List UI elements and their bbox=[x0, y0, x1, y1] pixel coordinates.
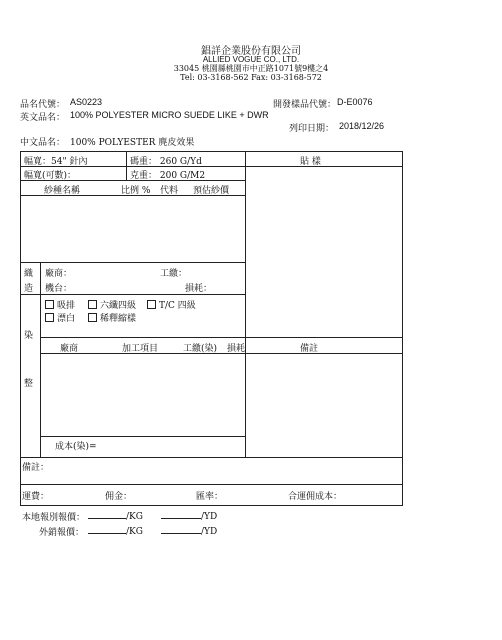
local-price-yd[interactable] bbox=[161, 509, 217, 522]
dyeing-side-label-2: 整 bbox=[24, 379, 34, 389]
remarks-label: 備註： bbox=[22, 463, 50, 473]
dye-header-vendor: 廠商 bbox=[60, 344, 79, 354]
checkbox-label: 六纖四級 bbox=[100, 301, 137, 311]
blank-line bbox=[88, 509, 126, 519]
cn-name-label: 中文品名： bbox=[20, 138, 66, 148]
unit-label: /YD bbox=[201, 527, 218, 537]
dye-header-remark: 備註 bbox=[300, 344, 319, 354]
spec-form bbox=[20, 151, 403, 506]
dyeing-side-label: 染 bbox=[24, 331, 34, 341]
width-field: 幅寬：54" 針內 bbox=[24, 157, 88, 167]
print-date: 2018/12/26 bbox=[339, 121, 385, 131]
company-name-en: ALLIED VOGUE CO., LTD. bbox=[202, 55, 300, 64]
checkbox-tc[interactable] bbox=[147, 298, 196, 311]
export-price-label: 外銷報價： bbox=[39, 528, 85, 538]
weaving-mill-label: 廠商： bbox=[45, 269, 73, 279]
checkbox-bleach[interactable] bbox=[45, 311, 75, 324]
yarn-header-name: 紗種名稱 bbox=[44, 186, 81, 196]
dev-code-label: 開發樣品代號： bbox=[273, 100, 337, 110]
checkbox-box[interactable] bbox=[147, 300, 156, 309]
exchange-rate-label: 匯率： bbox=[196, 492, 224, 502]
dye-header-labor: 工繳(染) bbox=[183, 344, 218, 354]
checkbox-box[interactable] bbox=[45, 313, 54, 322]
yarn-header-substitute: 代料 bbox=[160, 186, 179, 196]
weaving-side-label-2: 造 bbox=[24, 284, 34, 294]
freight-label: 運費： bbox=[22, 492, 50, 502]
checkbox-wicking[interactable] bbox=[45, 298, 75, 311]
checkbox-box[interactable] bbox=[88, 300, 97, 309]
export-price-kg[interactable] bbox=[88, 524, 143, 537]
checkbox-box[interactable] bbox=[45, 300, 54, 309]
unit-label: /KG bbox=[126, 512, 143, 522]
yarn-header-price: 預估紗價 bbox=[193, 186, 230, 196]
checkbox-dilute[interactable] bbox=[88, 311, 136, 324]
dye-header-loss: 損耗 bbox=[227, 344, 246, 354]
dye-cost-label: 成本(染)= bbox=[55, 442, 97, 452]
dev-code: D-E0076 bbox=[337, 97, 373, 107]
weight-yd-field: 碼重： 260 G/Yd bbox=[130, 157, 202, 167]
company-contact: Tel: 03-3168-562 Fax: 03-3168-572 bbox=[180, 73, 322, 82]
weaving-side-label: 織 bbox=[24, 269, 34, 279]
blank-line bbox=[161, 524, 201, 534]
checkbox-six-fiber[interactable] bbox=[88, 298, 136, 311]
weaving-machine-label: 機台： bbox=[45, 284, 73, 294]
commission-label: 佣金： bbox=[105, 492, 133, 502]
checkbox-label: 吸排 bbox=[57, 301, 76, 311]
local-price-kg[interactable] bbox=[88, 509, 143, 522]
unit-label: /YD bbox=[201, 512, 218, 522]
checkbox-label: T/C 四級 bbox=[159, 301, 196, 311]
print-date-label: 列印日期： bbox=[289, 124, 335, 134]
total-cost-label: 合運佣成本： bbox=[288, 492, 343, 502]
product-code-label: 品名代號： bbox=[20, 100, 66, 110]
en-name: 100% POLYESTER MICRO SUEDE LIKE + DWR bbox=[70, 110, 269, 120]
company-name: 錩詳企業股份有限公司 bbox=[201, 46, 301, 57]
blank-line bbox=[161, 509, 201, 519]
weaving-labor-label: 工繳： bbox=[160, 269, 188, 279]
weight-m2-field: 克重： 200 G/M2 bbox=[130, 171, 206, 181]
dye-header-process: 加工項目 bbox=[122, 344, 159, 354]
yarn-header-ratio: 比例 % bbox=[121, 186, 151, 196]
product-code: AS0223 bbox=[70, 97, 103, 107]
checkbox-label: 漂白 bbox=[57, 314, 76, 324]
checkbox-box[interactable] bbox=[88, 313, 97, 322]
swatch-label: 貼 樣 bbox=[300, 157, 321, 167]
weaving-loss-label: 損耗： bbox=[185, 284, 213, 294]
local-price-label: 本地報別報價： bbox=[22, 513, 86, 523]
blank-line bbox=[88, 524, 126, 534]
unit-label: /KG bbox=[126, 527, 143, 537]
checkbox-label: 稀釋縮樣 bbox=[100, 314, 137, 324]
en-name-label: 英文品名： bbox=[20, 113, 66, 123]
export-price-yd[interactable] bbox=[161, 524, 217, 537]
usable-width-field: 幅寬(可數)： bbox=[24, 171, 77, 181]
cn-name: 100% POLYESTER 麂皮效果 bbox=[70, 138, 195, 148]
company-address: 33045 桃園縣桃園市中正路1071號9樓之4 bbox=[173, 64, 329, 73]
